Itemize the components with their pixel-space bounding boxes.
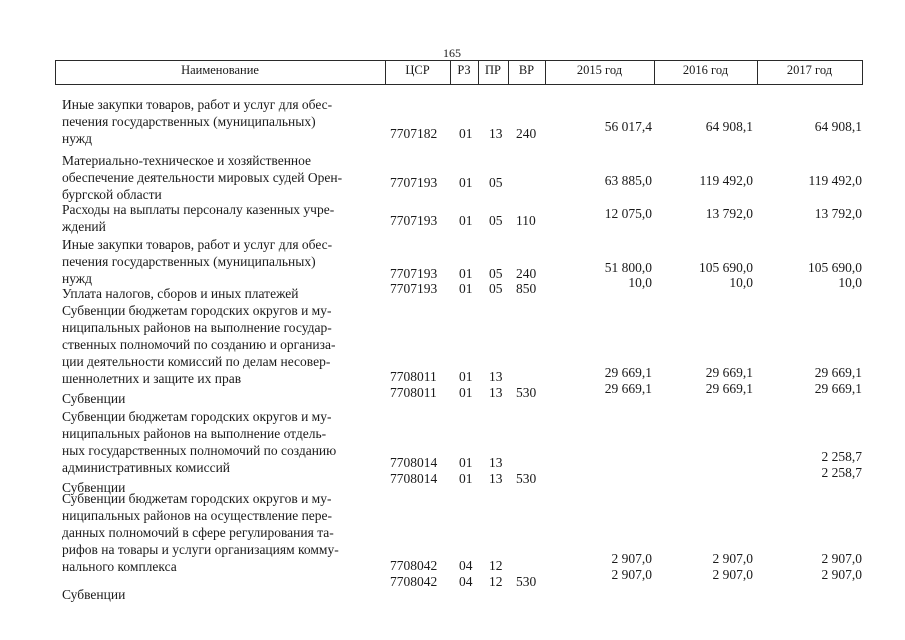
row-rz: 01 <box>459 213 473 228</box>
row-csr: 7707193 <box>390 281 438 296</box>
row-name-line: нужд <box>62 271 92 286</box>
row-rz: 01 <box>459 385 473 400</box>
row-2016: 2 907,0 <box>712 551 753 566</box>
row-2017: 2 258,7 <box>821 449 862 464</box>
row-2015: 12 075,0 <box>604 206 652 221</box>
row-vr: 850 <box>516 281 537 296</box>
row-vr: 530 <box>516 471 537 486</box>
row-rz: 01 <box>459 281 473 296</box>
row-rz: 01 <box>459 471 473 486</box>
row-csr: 7707193 <box>390 175 438 190</box>
row-2016: 10,0 <box>729 275 753 290</box>
row-vr: 240 <box>516 126 537 141</box>
row-name-line: Расходы на выплаты персоналу казенных учре- <box>62 202 335 217</box>
row-csr: 7708042 <box>390 558 438 573</box>
row-2015: 56 017,4 <box>604 119 652 134</box>
row-csr: 7707193 <box>390 213 438 228</box>
row-name-line: обеспечение деятельности мировых судей Орен- <box>62 170 343 185</box>
row-vr: 240 <box>516 266 537 281</box>
row-2015: 51 800,0 <box>604 260 652 275</box>
header-2016: 2016 год <box>682 63 729 77</box>
row-name-line: нального комплекса <box>62 559 177 574</box>
row-2017: 10,0 <box>838 275 862 290</box>
row-csr: 7708011 <box>390 385 437 400</box>
row-rz: 01 <box>459 369 473 384</box>
row-name-line: ственных полномочий по созданию и организа- <box>62 337 336 352</box>
row-name-line: административных комиссий <box>62 460 231 475</box>
row-name-line: Субвенции <box>62 587 126 602</box>
row-pr: 12 <box>489 558 503 573</box>
row-rz: 04 <box>459 574 473 589</box>
row-2016: 29 669,1 <box>705 381 753 396</box>
row-pr: 13 <box>489 455 503 470</box>
row-pr: 13 <box>489 471 503 486</box>
row-pr: 05 <box>489 266 503 281</box>
row-2017: 64 908,1 <box>814 119 862 134</box>
row-name-line: Субвенции бюджетам городских округов и му- <box>62 409 332 424</box>
row-name-line: ниципальных районов на выполнение отдель- <box>62 426 327 441</box>
row-2016: 13 792,0 <box>705 206 753 221</box>
row-pr: 05 <box>489 213 503 228</box>
row-name-line: печения государственных (муниципальных) <box>62 254 316 269</box>
row-name-line: ждений <box>62 219 106 234</box>
row-name-line: Уплата налогов, сборов и иных платежей <box>62 286 299 301</box>
row-rz: 04 <box>459 558 473 573</box>
row-csr: 7708014 <box>390 471 438 486</box>
row-pr: 13 <box>489 385 503 400</box>
header-vr: ВР <box>518 63 535 77</box>
row-name-line: данных полномочий в сфере регулирования та- <box>62 525 334 540</box>
header-bottom-rule <box>55 84 863 85</box>
row-pr: 13 <box>489 126 503 141</box>
row-pr: 13 <box>489 369 503 384</box>
row-name-line: печения государственных (муниципальных) <box>62 114 316 129</box>
row-rz: 01 <box>459 266 473 281</box>
row-name-line: ниципальных районов на осуществление пере- <box>62 508 333 523</box>
row-vr: 530 <box>516 574 537 589</box>
row-2015: 63 885,0 <box>604 173 652 188</box>
row-2017: 29 669,1 <box>814 365 862 380</box>
row-rz: 01 <box>459 175 473 190</box>
row-2016: 119 492,0 <box>699 173 753 188</box>
row-name-line: ции деятельности комиссий по делам несовер- <box>62 354 331 369</box>
row-name-line: Субвенции <box>62 391 126 406</box>
row-name-line: шеннолетних и защите их прав <box>62 371 242 386</box>
row-csr: 7708014 <box>390 455 438 470</box>
header-pr: ПР <box>485 63 501 77</box>
row-name-line: Материально-техническое и хозяйственное <box>62 153 312 168</box>
row-csr: 7707182 <box>390 126 438 141</box>
row-2015: 2 907,0 <box>611 551 652 566</box>
row-2017: 119 492,0 <box>808 173 862 188</box>
row-rz: 01 <box>459 455 473 470</box>
row-2015: 29 669,1 <box>604 381 652 396</box>
header-name: Наименование <box>181 63 259 77</box>
header-csr: ЦСР <box>405 63 430 77</box>
row-2017: 2 907,0 <box>821 567 862 582</box>
row-name-line: Субвенции бюджетам городских округов и му- <box>62 491 332 506</box>
row-pr: 05 <box>489 175 503 190</box>
row-pr: 12 <box>489 574 503 589</box>
row-name-line: Иные закупки товаров, работ и услуг для обес- <box>62 237 333 252</box>
row-2016: 2 907,0 <box>712 567 753 582</box>
row-csr: 7707193 <box>390 266 438 281</box>
header-2017: 2017 год <box>786 63 833 77</box>
row-2017: 105 690,0 <box>808 260 862 275</box>
row-name-line: Иные закупки товаров, работ и услуг для обес- <box>62 97 333 112</box>
row-vr: 110 <box>516 213 536 228</box>
row-2015: 10,0 <box>628 275 652 290</box>
row-name-line: нужд <box>62 131 92 146</box>
row-vr: 530 <box>516 385 537 400</box>
row-pr: 05 <box>489 281 503 296</box>
row-2017: 13 792,0 <box>814 206 862 221</box>
row-2017: 2 258,7 <box>821 465 862 480</box>
header-rz: РЗ <box>457 63 471 77</box>
row-2015: 29 669,1 <box>604 365 652 380</box>
row-name-line: ниципальных районов на выполнение государ- <box>62 320 332 335</box>
row-name-line: ных государственных полномочий по созданию <box>62 443 337 458</box>
row-2016: 64 908,1 <box>705 119 753 134</box>
row-name-line: Субвенции <box>62 480 126 495</box>
row-2016: 29 669,1 <box>705 365 753 380</box>
row-csr: 7708042 <box>390 574 438 589</box>
row-2017: 29 669,1 <box>814 381 862 396</box>
header-divider <box>862 61 863 84</box>
row-rz: 01 <box>459 126 473 141</box>
row-2015: 2 907,0 <box>611 567 652 582</box>
page-number: 165 <box>443 46 461 60</box>
header-2015: 2015 год <box>576 63 623 77</box>
row-2017: 2 907,0 <box>821 551 862 566</box>
row-name-line: рифов на товары и услуги организациям комму- <box>62 542 339 557</box>
header-top-rule <box>55 60 863 61</box>
row-name-line: Субвенции бюджетам городских округов и му- <box>62 303 332 318</box>
row-name-line: бургской области <box>62 187 162 202</box>
row-2016: 105 690,0 <box>699 260 753 275</box>
row-csr: 7708011 <box>390 369 437 384</box>
